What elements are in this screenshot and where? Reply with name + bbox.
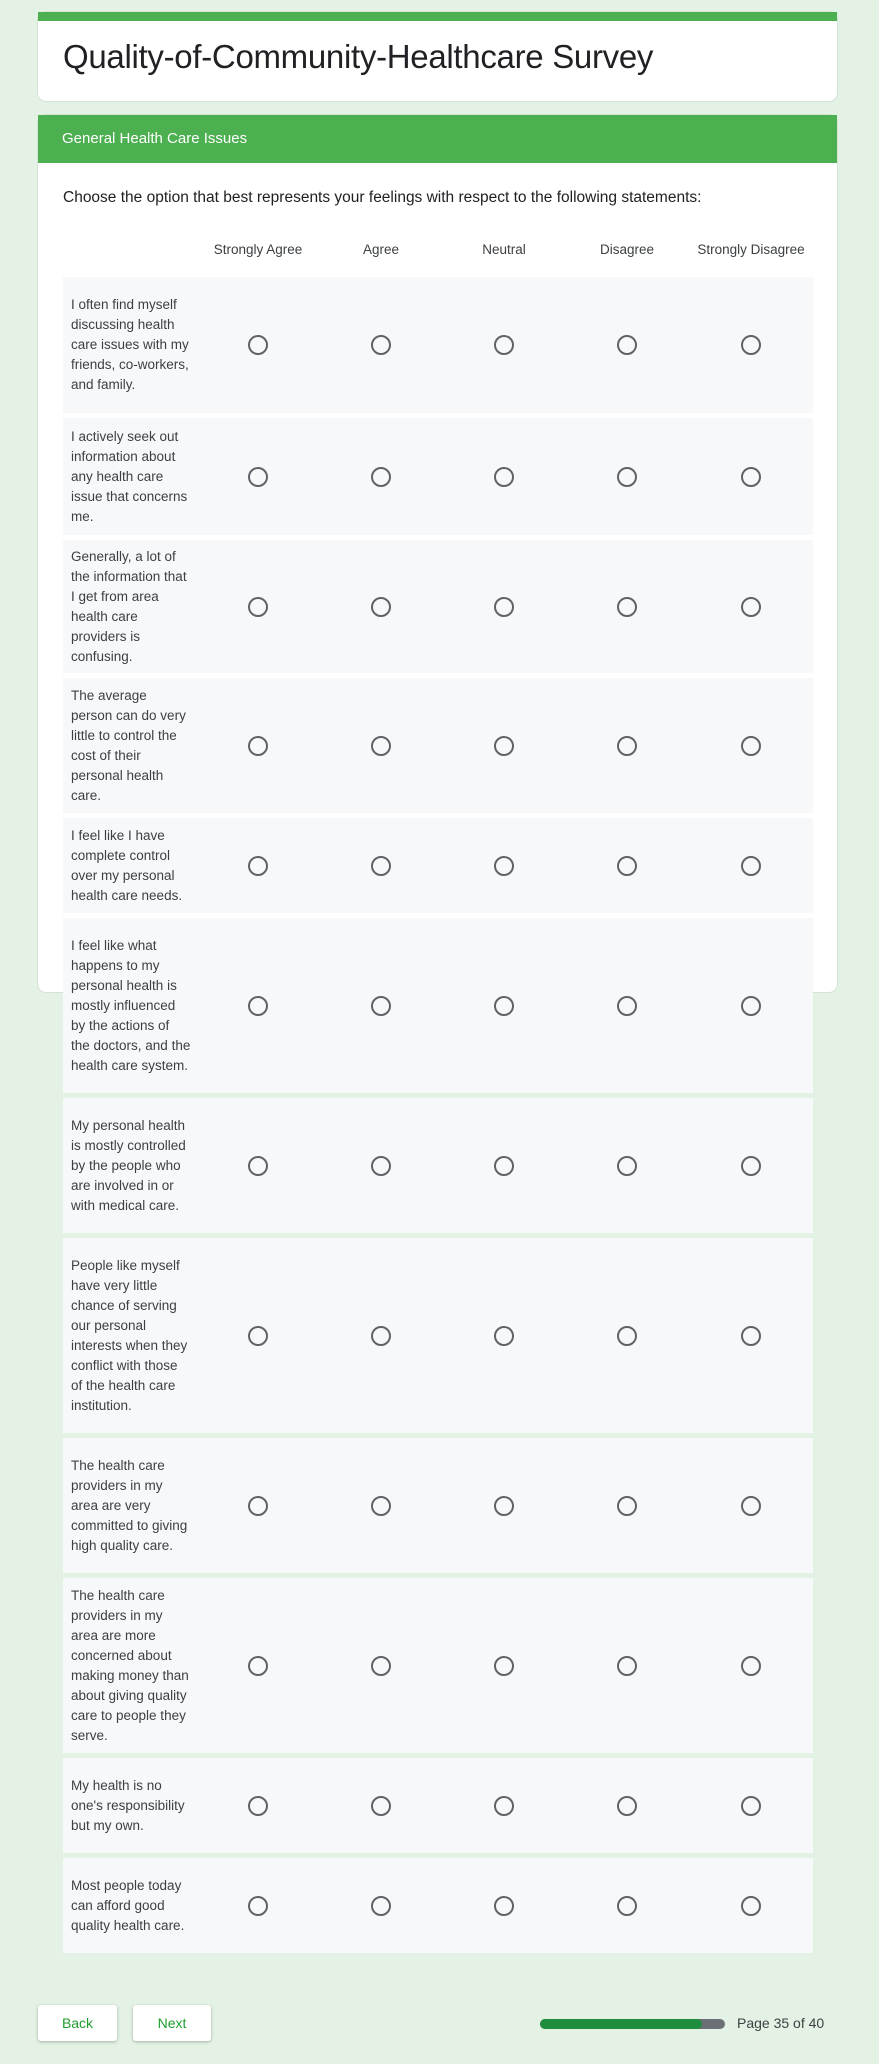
radio-neutral[interactable] — [494, 597, 514, 617]
matrix-row — [63, 277, 813, 413]
column-header-disagree: Disagree — [599, 242, 655, 257]
statement-text: I actively seek out information about any health care issue that concerns me. — [71, 428, 188, 524]
radio-disagree[interactable] — [617, 1796, 637, 1816]
radio-neutral[interactable] — [494, 1896, 514, 1916]
radio-strongly-agree[interactable] — [248, 996, 268, 1016]
radio-agree[interactable] — [371, 1796, 391, 1816]
matrix-row — [63, 1098, 813, 1233]
radio-strongly-agree[interactable] — [248, 1496, 268, 1516]
matrix-row — [63, 1238, 813, 1433]
title-card — [38, 12, 837, 101]
instructions: Choose the option that best represents your feelings with respect to the following statements: — [63, 189, 702, 206]
matrix-row — [63, 1758, 813, 1853]
radio-disagree[interactable] — [617, 1156, 637, 1176]
radio-neutral[interactable] — [494, 1156, 514, 1176]
radio-strongly-agree[interactable] — [248, 856, 268, 876]
radio-strongly-agree[interactable] — [248, 467, 268, 487]
radio-neutral[interactable] — [494, 856, 514, 876]
radio-disagree[interactable] — [617, 597, 637, 617]
matrix-row — [63, 1858, 813, 1953]
radio-neutral[interactable] — [494, 1326, 514, 1346]
statement-text: My health is no one's responsibility but my own. — [71, 1777, 185, 1833]
radio-neutral[interactable] — [494, 1796, 514, 1816]
radio-strongly-agree[interactable] — [248, 1326, 268, 1346]
statement-text: Generally, a lot of the information that I get from area health care providers is confusing. — [71, 548, 187, 664]
radio-strongly-disagree[interactable] — [741, 1496, 761, 1516]
matrix-row — [63, 918, 813, 1093]
radio-strongly-disagree[interactable] — [741, 996, 761, 1016]
radio-disagree[interactable] — [617, 1326, 637, 1346]
statement-text: People like myself have very little chance of serving our personal interests when they conflict with those of the health care institution. — [71, 1257, 188, 1413]
radio-strongly-disagree[interactable] — [741, 467, 761, 487]
section-header: General Health Care Issues — [38, 115, 837, 163]
radio-disagree[interactable] — [617, 335, 637, 355]
title-accent-bar — [38, 12, 837, 21]
likert-column-headers — [38, 242, 837, 262]
radio-strongly-agree[interactable] — [248, 597, 268, 617]
statement-text: The health care providers in my area are more concerned about making money than about giving quality care to people they serve. — [71, 1587, 189, 1743]
radio-strongly-disagree[interactable] — [741, 856, 761, 876]
radio-neutral[interactable] — [494, 996, 514, 1016]
radio-neutral[interactable] — [494, 736, 514, 756]
radio-strongly-disagree[interactable] — [741, 1796, 761, 1816]
matrix-row — [63, 678, 813, 813]
matrix-row — [63, 540, 813, 673]
radio-agree[interactable] — [371, 1896, 391, 1916]
radio-disagree[interactable] — [617, 1496, 637, 1516]
radio-strongly-agree[interactable] — [248, 1896, 268, 1916]
radio-disagree[interactable] — [617, 856, 637, 876]
radio-agree[interactable] — [371, 1656, 391, 1676]
back-button[interactable]: Back — [38, 2005, 117, 2041]
radio-strongly-agree[interactable] — [248, 736, 268, 756]
radio-agree[interactable] — [371, 996, 391, 1016]
radio-agree[interactable] — [371, 467, 391, 487]
radio-neutral[interactable] — [494, 1496, 514, 1516]
radio-neutral[interactable] — [494, 335, 514, 355]
statement-text: I feel like I have complete control over my personal health care needs. — [71, 827, 183, 903]
radio-strongly-disagree[interactable] — [741, 1896, 761, 1916]
progress-bar-fill — [540, 2019, 702, 2029]
radio-strongly-disagree[interactable] — [741, 736, 761, 756]
radio-agree[interactable] — [371, 1326, 391, 1346]
radio-agree[interactable] — [371, 597, 391, 617]
progress-bar — [540, 2019, 725, 2029]
radio-neutral[interactable] — [494, 467, 514, 487]
radio-agree[interactable] — [371, 736, 391, 756]
matrix-row — [63, 1578, 813, 1753]
radio-disagree[interactable] — [617, 996, 637, 1016]
column-header-agree: Agree — [362, 242, 400, 257]
statement-text: Most people today can afford good quality health care. — [71, 1877, 185, 1933]
radio-disagree[interactable] — [617, 1896, 637, 1916]
radio-disagree[interactable] — [617, 736, 637, 756]
survey-title: Quality-of-Community-Healthcare Survey — [63, 38, 654, 75]
statement-text: My personal health is mostly controlled by the people who are involved in or with medical care. — [71, 1117, 186, 1213]
radio-strongly-agree[interactable] — [248, 1156, 268, 1176]
radio-disagree[interactable] — [617, 1656, 637, 1676]
radio-strongly-disagree[interactable] — [741, 335, 761, 355]
radio-strongly-disagree[interactable] — [741, 1656, 761, 1676]
radio-neutral[interactable] — [494, 1656, 514, 1676]
statement-text: The average person can do very little to control the cost of their personal health care. — [71, 687, 186, 803]
statement-text: I feel like what happens to my personal health is mostly influenced by the actions of the doctors, and the health care system. — [71, 937, 191, 1073]
radio-strongly-disagree[interactable] — [741, 1326, 761, 1346]
column-header-neutral: Neutral — [482, 242, 526, 257]
matrix-row — [63, 1438, 813, 1573]
radio-strongly-disagree[interactable] — [741, 1156, 761, 1176]
radio-agree[interactable] — [371, 1156, 391, 1176]
page-indicator: Page 35 of 40 — [737, 2015, 825, 2031]
radio-strongly-agree[interactable] — [248, 1656, 268, 1676]
statement-text: The health care providers in my area are very committed to giving high quality care. — [71, 1457, 188, 1553]
section-card — [38, 115, 837, 1933]
matrix-row — [63, 818, 813, 913]
radio-agree[interactable] — [371, 1496, 391, 1516]
radio-strongly-disagree[interactable] — [741, 597, 761, 617]
radio-agree[interactable] — [371, 856, 391, 876]
column-header-strongly-disagree: Strongly Disagree — [697, 242, 805, 257]
statement-text: I often find myself discussing health care issues with my friends, co-workers, and family. — [71, 297, 189, 392]
radio-strongly-agree[interactable] — [248, 335, 268, 355]
next-button[interactable]: Next — [133, 2005, 211, 2041]
matrix-row — [63, 418, 813, 535]
column-header-strongly-agree: Strongly Agree — [213, 242, 303, 257]
radio-agree[interactable] — [371, 335, 391, 355]
radio-disagree[interactable] — [617, 467, 637, 487]
radio-strongly-agree[interactable] — [248, 1796, 268, 1816]
